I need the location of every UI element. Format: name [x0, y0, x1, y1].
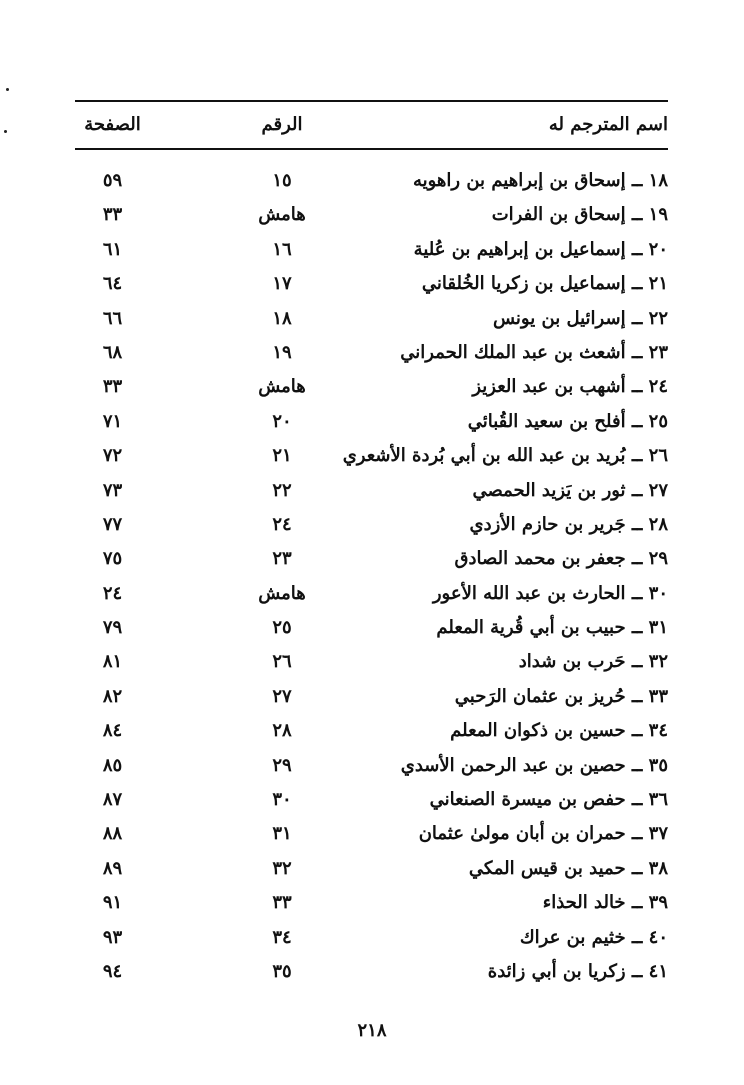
- table-row: [75, 716, 668, 750]
- entry-number: ٢٣: [272, 548, 292, 570]
- table-row: [75, 579, 668, 613]
- header-number-column: الرقم: [261, 114, 303, 135]
- entry-name: ٢٤ ــ أشهب بن عبد العزيز: [472, 376, 668, 398]
- entry-number: ٢٧: [272, 685, 292, 707]
- table-row: [75, 785, 668, 819]
- entry-name: ٣٦ ــ حفص بن ميسرة الصنعاني: [429, 789, 668, 811]
- entry-page: ٩٤: [102, 960, 123, 982]
- entry-name: ٢٢ ــ إسرائيل بن يونس: [492, 307, 668, 329]
- entry-number: ٢٥: [272, 617, 292, 639]
- entry-name: ٤٠ ــ خثيم بن عراك: [519, 926, 668, 948]
- entry-name: ٤١ ــ زكريا بن أبي زائدة: [487, 960, 668, 982]
- table-row: [75, 751, 668, 785]
- entry-page: ٦٤: [102, 273, 123, 295]
- table-row: [75, 510, 668, 544]
- table-header: [75, 100, 668, 150]
- entry-page: ٣٣: [102, 376, 123, 398]
- entry-page: ٨٨: [102, 823, 123, 845]
- entry-page: ٩١: [102, 892, 123, 914]
- entry-name: ٣١ ــ حبيب بن أبي قُرية المعلم: [436, 617, 668, 639]
- index-table-body: [75, 166, 668, 991]
- table-row: [75, 269, 668, 303]
- entry-page: ٩٣: [102, 926, 123, 948]
- entry-page: ٦١: [102, 238, 123, 260]
- entry-number: ٣٠: [272, 789, 292, 811]
- table-row: [75, 338, 668, 372]
- table-row: [75, 613, 668, 647]
- entry-page: ٢٤: [102, 582, 123, 604]
- table-row: [75, 200, 668, 234]
- entry-number: ١٥: [272, 170, 292, 191]
- entry-name: ٢٩ ــ جعفر بن محمد الصادق: [454, 548, 668, 570]
- table-row: [75, 819, 668, 853]
- table-row: [75, 647, 668, 681]
- entry-page: ٦٨: [102, 341, 123, 363]
- table-row: [75, 682, 668, 716]
- table-row: [75, 544, 668, 578]
- page-number: ٢١٨: [357, 1020, 387, 1041]
- entry-page: ٨٧: [102, 789, 123, 811]
- table-row: [75, 304, 668, 338]
- header-name-column: اسم المترجم له: [548, 114, 668, 135]
- table-row: [75, 407, 668, 441]
- table-row: [75, 923, 668, 957]
- entry-name: ٣٢ ــ حَرب بن شداد: [518, 651, 668, 673]
- entry-number: ١٩: [272, 341, 292, 363]
- entry-name: ٣٤ ــ حسين بن ذكوان المعلم: [450, 720, 668, 742]
- entry-number: ٣١: [272, 823, 292, 845]
- entry-number: هامش: [258, 204, 306, 226]
- entry-page: ٦٦: [102, 307, 123, 329]
- entry-number: ٢٩: [272, 754, 292, 776]
- entry-page: ٨٤: [102, 720, 123, 742]
- entry-number: ٢٢: [272, 479, 292, 501]
- entry-name: ٢٠ ــ إسماعيل بن إبراهيم بن عُلية: [413, 238, 668, 260]
- entry-page: ٨١: [102, 651, 123, 673]
- table-row: [75, 441, 668, 475]
- table-row: [75, 476, 668, 510]
- scan-speck: [4, 130, 7, 133]
- entry-page: ٨٩: [102, 857, 123, 879]
- entry-page: ٨٥: [102, 754, 123, 776]
- entry-page: ٧١: [102, 410, 123, 432]
- entry-number: هامش: [258, 376, 306, 398]
- entry-name: ٣٥ ــ حصين بن عبد الرحمن الأسدي: [400, 754, 668, 776]
- entry-name: ٢٧ ــ ثور بن يَزيد الحمصي: [472, 479, 668, 501]
- entry-name: ٢٥ ــ أفلح بن سعيد القُبائي: [467, 410, 668, 432]
- entry-name: ٣٨ ــ حميد بن قيس المكي: [468, 857, 668, 879]
- entry-number: ٢١: [272, 445, 292, 467]
- entry-page: ٧٢: [102, 445, 123, 467]
- entry-name: ٣٩ ــ خالد الحذاء: [542, 892, 668, 914]
- entry-number: ٣٤: [272, 926, 292, 948]
- table-row: [75, 888, 668, 922]
- table-row: [75, 372, 668, 406]
- table-row: [75, 166, 668, 200]
- entry-page: ٣٣: [102, 204, 123, 226]
- entry-number: هامش: [258, 582, 306, 604]
- table-row: [75, 235, 668, 269]
- entry-name: ٣٧ ــ حمران بن أبان مولىٰ عثمان: [418, 823, 668, 845]
- entry-page: ٨٢: [102, 685, 123, 707]
- entry-name: ١٩ ــ إسحاق بن الفرات: [491, 204, 668, 226]
- entry-page: ٧٣: [102, 479, 123, 501]
- entry-page: ٧٧: [102, 513, 123, 535]
- entry-name: ٢٦ ــ بُريد بن عبد الله بن أبي بُردة الأشعري: [342, 445, 668, 467]
- entry-name: ٢٨ ــ جَرير بن حازم الأزدي: [469, 513, 668, 535]
- entry-number: ١٦: [272, 238, 292, 260]
- entry-name: ١٨ ــ إسحاق بن إبراهيم بن راهويه: [412, 170, 668, 191]
- entry-page: ٥٩: [102, 170, 123, 191]
- table-row: [75, 854, 668, 888]
- entry-number: ٣٥: [272, 960, 292, 982]
- table-row: [75, 957, 668, 991]
- entry-number: ٣٢: [272, 857, 292, 879]
- entry-name: ٣٣ ــ حُريز بن عثمان الرَحبي: [454, 685, 668, 707]
- entry-number: ٣٣: [272, 892, 292, 914]
- entry-number: ٢٨: [272, 720, 292, 742]
- entry-number: ٢٤: [272, 513, 292, 535]
- entry-number: ١٧: [272, 273, 292, 295]
- entry-name: ٣٠ ــ الحارث بن عبد الله الأعور: [432, 582, 668, 604]
- entry-number: ٢٦: [272, 651, 292, 673]
- entry-name: ٢١ ــ إسماعيل بن زكريا الخُلقاني: [421, 273, 668, 295]
- entry-page: ٧٥: [102, 548, 123, 570]
- entry-name: ٢٣ ــ أشعث بن عبد الملك الحمراني: [400, 341, 668, 363]
- header-page-column: الصفحة: [84, 114, 141, 135]
- entry-page: ٧٩: [102, 617, 123, 639]
- entry-number: ١٨: [272, 307, 292, 329]
- scan-speck: [6, 88, 9, 91]
- entry-number: ٢٠: [272, 410, 292, 432]
